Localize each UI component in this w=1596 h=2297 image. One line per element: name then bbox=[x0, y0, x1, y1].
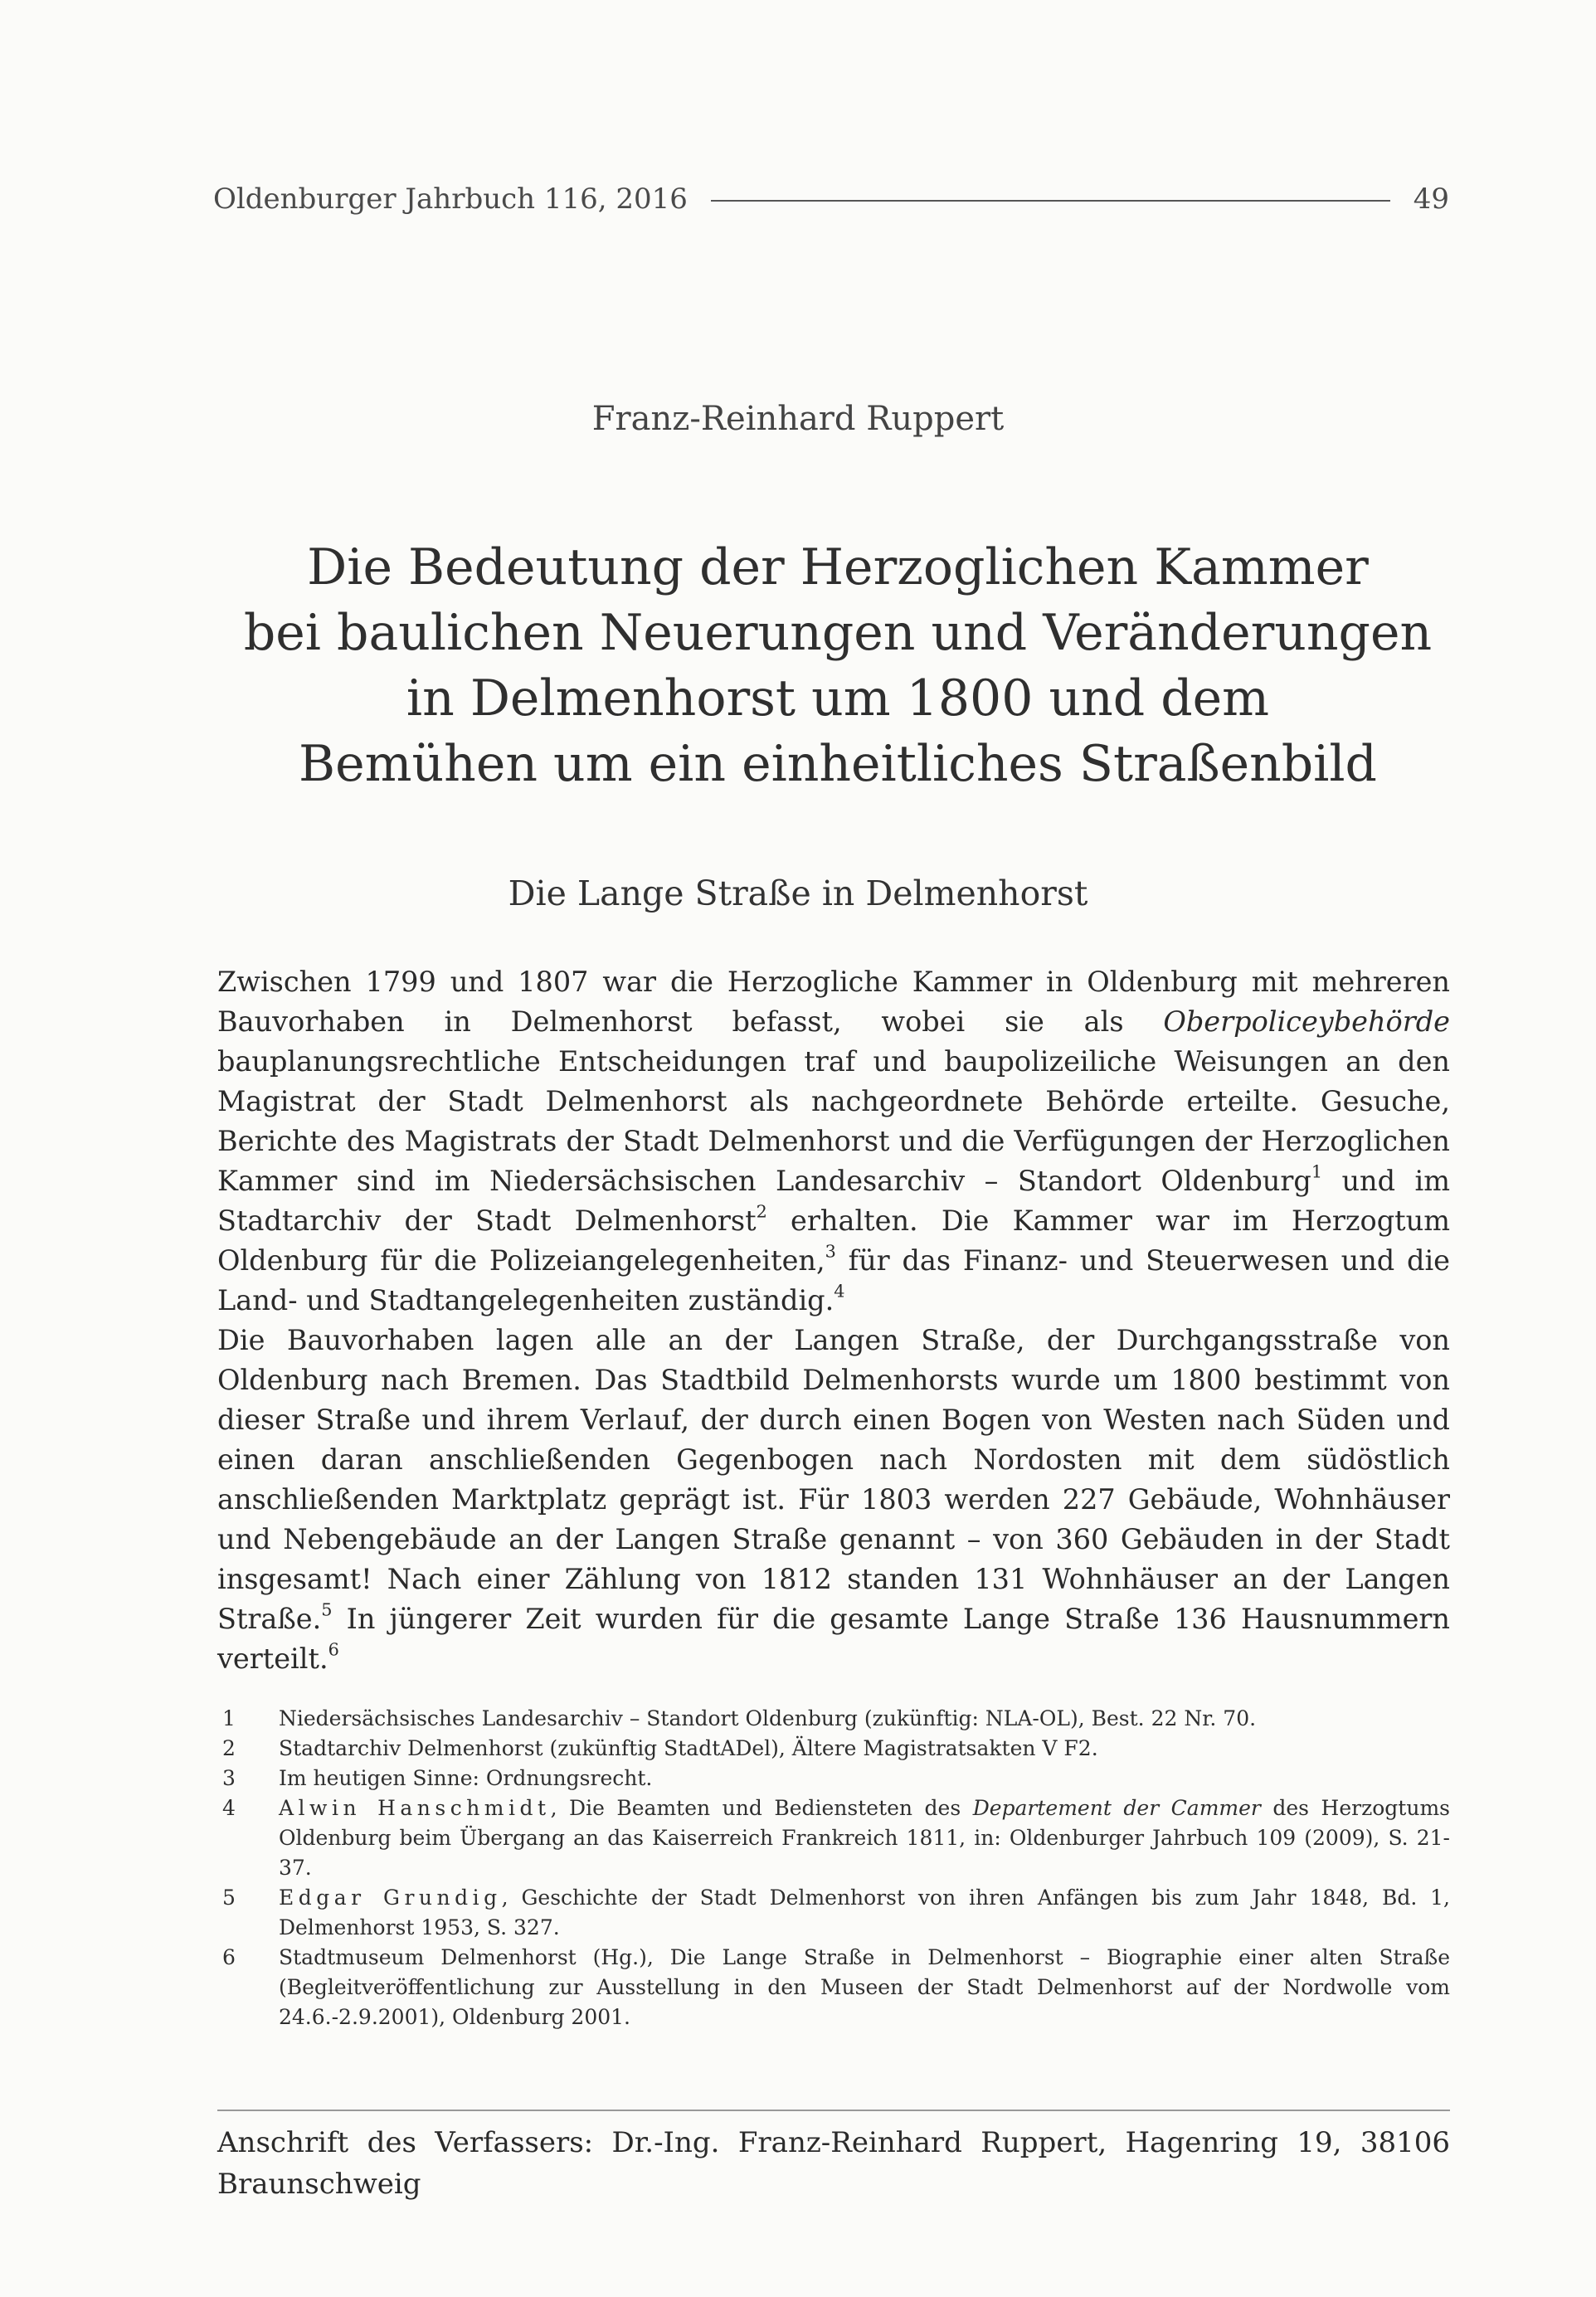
footnote bbox=[217, 1704, 1450, 1734]
text-run: , Die Beamten und Bediensteten des bbox=[550, 1796, 973, 1820]
title-line: Die Bedeutung der Herzoglichen Kammer bbox=[307, 538, 1369, 596]
footnote-text: Stadtmuseum Delmenhorst (Hg.), Die Lange Straße in Delmenhorst – Biographie einer alten Straße (Begleitveröffentlichung zur Ausstellung in den Museen der Stadt Delmenhorst auf der Nordwolle vom 24.6.-2.9.2001), Oldenburg 2001. bbox=[279, 1945, 1450, 2029]
author-name: Franz-Reinhard Ruppert bbox=[591, 400, 1005, 438]
footnote-number: 3 bbox=[222, 1766, 236, 1790]
body-text bbox=[217, 962, 1450, 1679]
page-number: 49 bbox=[1413, 182, 1449, 216]
footnote-ref[interactable]: 5 bbox=[321, 1599, 333, 1620]
text-run: Zwischen 1799 und 1807 war die Herzogliche Kammer in Oldenburg mit mehreren Bauvorhaben in Delmenhorst befasst, wobei sie als bbox=[217, 966, 1450, 1038]
footnote-text: Stadtarchiv Delmenhorst (zukünftig StadtADel), Ältere Magistratsakten V F2. bbox=[279, 1736, 1098, 1760]
text-run: Die Bauvorhaben lagen alle an der Langen Straße, der Durchgangsstraße von Oldenburg nach Bremen. Das Stadtbild Delmenhorsts wurde um 1800 bestimmt von dieser Straße und ihrem Verlauf, der durch einen Bogen von Westen nach Süden und einen daran anschließenden Gegenbogen nach Nordosten mit dem südöstlich anschließenden Marktplatz geprägt ist. Für 1803 werden 227 Gebäude, Wohnhäuser und Nebengebäude an der Langen Straße genannt – von 360 Gebäuden in der Stadt insgesamt! Nach einer Zählung von 1812 standen 131 Wohnhäuser an der Langen Straße. bbox=[217, 1324, 1450, 1635]
text-run: , Geschichte der Stadt Delmenhorst von ihren Anfängen bis zum Jahr 1848, Bd. 1, Delmenhorst 1953, S. 327. bbox=[279, 1886, 1451, 1939]
italic-term: Departement der Cammer bbox=[972, 1796, 1261, 1820]
title-line: bei baulichen Neuerungen und Veränderungen bbox=[243, 604, 1433, 662]
footnote-ref[interactable]: 4 bbox=[834, 1281, 845, 1302]
footnote-ref[interactable]: 3 bbox=[825, 1241, 836, 1262]
author-address: Anschrift des Verfassers: Dr.-Ing. Franz-Reinhard Ruppert, Hagenring 19, 38106 Braunschweig bbox=[217, 2126, 1450, 2201]
journal-title: Oldenburger Jahrbuch 116, 2016 bbox=[213, 182, 688, 216]
cited-author: Edgar Grundig bbox=[279, 1886, 502, 1910]
footnote-number: 5 bbox=[222, 1886, 236, 1910]
footnote-number: 1 bbox=[222, 1706, 236, 1730]
footnote-ref[interactable]: 1 bbox=[1311, 1161, 1323, 1182]
footer-divider bbox=[217, 2110, 1450, 2111]
italic-term: Oberpoliceybehörde bbox=[1163, 1005, 1450, 1038]
footnote bbox=[217, 1943, 1450, 2032]
footnote bbox=[217, 1734, 1450, 1764]
footnote bbox=[217, 1883, 1450, 1943]
text-run: erhalten. Die Kammer war im Herzogtum Oldenburg für die Polizeiangelegenheiten, bbox=[217, 1204, 1450, 1277]
footnote-number: 2 bbox=[222, 1736, 236, 1760]
footnote bbox=[217, 1793, 1450, 1883]
footnote-number: 4 bbox=[222, 1796, 236, 1820]
text-run: bauplanungsrechtliche Entscheidungen traf und baupolizeiliche Weisungen an den Magistrat der Stadt Delmenhorst als nachgeordnete Behörde erteilte. Gesuche, Berichte des Magistrats der Stadt Delmenhorst und die Verfügungen der Herzoglichen Kammer sind im Niedersächsischen Landesarchiv – Standort Oldenburg bbox=[217, 1045, 1450, 1197]
text-run: für das Finanz- und Steuerwesen und die Land- und Stadtangelegenheiten zuständig. bbox=[217, 1244, 1450, 1316]
title-line: in Delmenhorst um 1800 und dem bbox=[406, 669, 1270, 728]
header-rule bbox=[711, 200, 1390, 202]
text-run: des Herzogtums Oldenburg beim Übergang an das Kaiserreich Frankreich 1811, in: Oldenburger Jahrbuch 109 (2009), S. 21-37. bbox=[279, 1796, 1450, 1880]
footnote bbox=[217, 1764, 1450, 1793]
article-title bbox=[216, 535, 1460, 797]
footnote-ref[interactable]: 6 bbox=[328, 1639, 339, 1660]
footnote-number: 6 bbox=[222, 1945, 236, 1969]
text-run: In jüngerer Zeit wurden für die gesamte Lange Straße 136 Hausnummern verteilt. bbox=[217, 1603, 1450, 1675]
text-run: und im Stadtarchiv der Stadt Delmenhorst bbox=[217, 1165, 1450, 1237]
paragraph-2 bbox=[217, 1321, 1450, 1679]
cited-author: Alwin Hanschmidt bbox=[279, 1796, 551, 1820]
footnotes bbox=[217, 1704, 1450, 2032]
footnote-text: Im heutigen Sinne: Ordnungsrecht. bbox=[279, 1766, 653, 1790]
section-heading: Die Lange Straße in Delmenhorst bbox=[508, 874, 1088, 913]
footnote-text bbox=[279, 1883, 1450, 1943]
title-line: Bemühen um ein einheitliches Straßenbild bbox=[299, 735, 1377, 793]
footnote-text: Niedersächsisches Landesarchiv – Standort Oldenburg (zukünftig: NLA-OL), Best. 22 Nr. 70. bbox=[279, 1706, 1257, 1730]
paragraph-1 bbox=[217, 962, 1450, 1321]
footnote-ref[interactable]: 2 bbox=[756, 1201, 767, 1222]
footnote-text bbox=[279, 1793, 1450, 1883]
running-header bbox=[213, 178, 1449, 220]
